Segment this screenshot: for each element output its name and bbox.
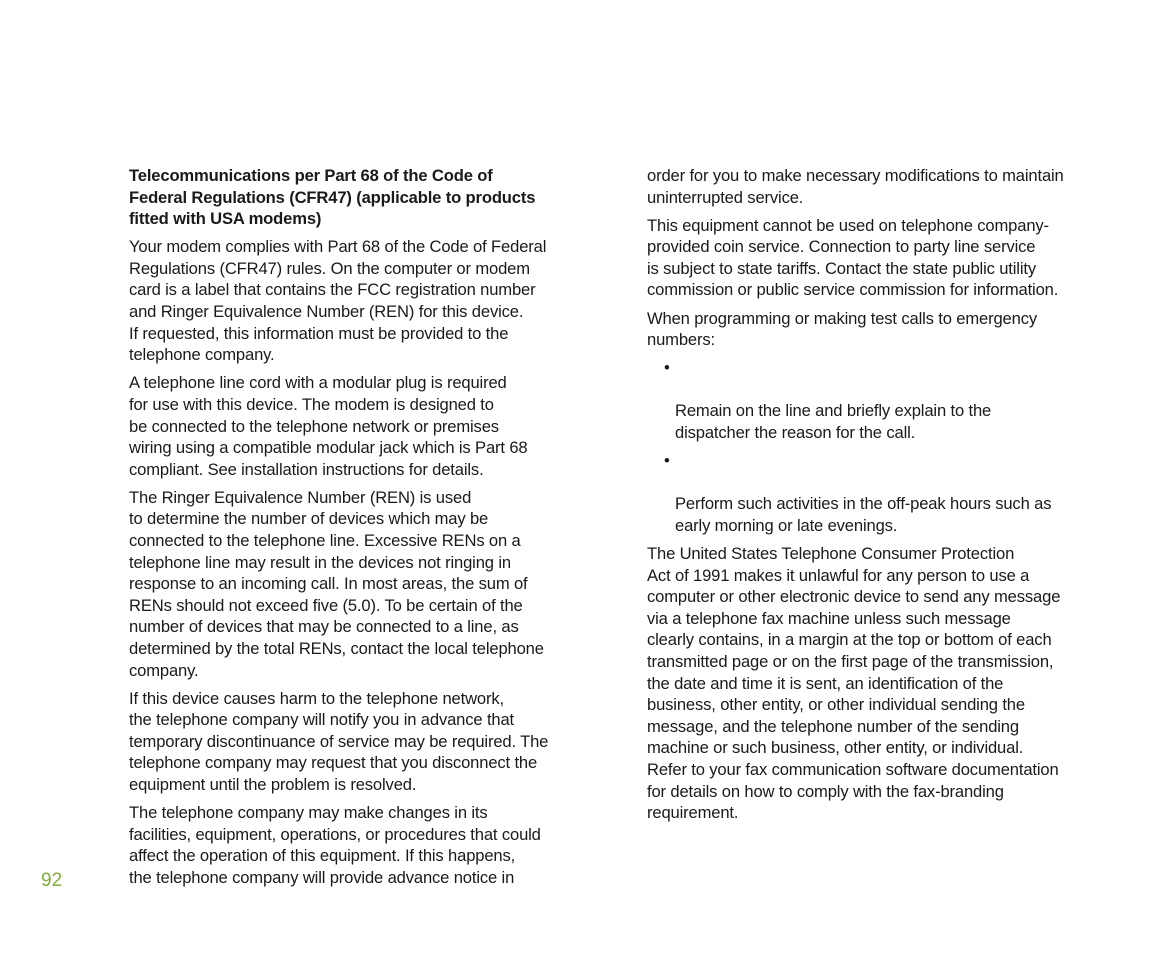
bullet-icon: • bbox=[664, 451, 670, 471]
paragraph-company-changes: The telephone company may make changes in its facilities, equipment, operations, or procedures that could affect the operation of this equipment. If this happens, the telephone company will provide advance notice in bbox=[129, 803, 541, 887]
paragraph-emergency-calls: When programming or making test calls to emergency numbers: bbox=[647, 308, 1037, 350]
paragraph-consumer-protection-act: The United States Telephone Consumer Protection Act of 1991 makes it unlawful for any person to use a computer or other electronic device to send any message via a telephone fax machine unless such message clearly contains, in a margin at the top or bottom of each transmitted page or on the first page of the transmission, the date and time it is sent, an identification of the business, other entity, or other individual sending the message, and the telephone number of the sending machine or such business, other entity, or individual. Refer to your fax communication software documentation for details on how to comply with the fax-branding requirement. bbox=[647, 544, 1061, 823]
paragraph-modem-compliance: Your modem complies with Part 68 of the Code of Federal Regulations (CFR47) rules. On the computer or modem card is a label that contains the FCC registration number and Ringer Equivalence Number (REN) for this device. If requested, this information must be provided to the telephone company. bbox=[129, 237, 547, 365]
emergency-bullet-list bbox=[647, 357, 1107, 536]
page-number: 92 bbox=[41, 870, 63, 891]
paragraph-line-cord: A telephone line cord with a modular plug is required for use with this device. The modem is designed to be connected to the telephone network or premises wiring using a compatible modular jack which is Part 68 compliant. See installation instructions for details. bbox=[129, 373, 528, 479]
list-item-text: Perform such activities in the off-peak hours such as early morning or late evenings. bbox=[675, 494, 1052, 535]
bullet-icon: • bbox=[664, 358, 670, 378]
list-item bbox=[647, 357, 1107, 443]
paragraph-continued-notice: order for you to make necessary modifications to maintain uninterrupted service. bbox=[647, 166, 1064, 207]
left-column bbox=[129, 165, 587, 895]
paragraph-network-harm: If this device causes harm to the telephone network, the telephone company will notify you in advance that temporary discontinuance of service may be required. The telephone company may request that you disconnect the equipment until the problem is resolved. bbox=[129, 688, 549, 795]
paragraph-coin-service: This equipment cannot be used on telephone company- provided coin service. Connection to party line service is subject to state tariffs. Contact the state public utility commission or public service commission for information. bbox=[647, 215, 1059, 300]
section-heading: Telecommunications per Part 68 of the Code of Federal Regulations (CFR47) (applicable to products fitted with USA modems) bbox=[129, 166, 536, 229]
paragraph-ren: The Ringer Equivalence Number (REN) is used to determine the number of devices which may be connected to the telephone line. Excessive RENs on a telephone line may result in the devices not ringing in response to an incoming call. In most areas, the sum of RENs should not exceed five (5.0). To be certain of the number of devices that may be connected to a line, as determined by the total RENs, contact the local telephone company. bbox=[129, 487, 544, 680]
right-column bbox=[647, 165, 1107, 830]
list-item bbox=[647, 450, 1107, 536]
list-item-text: Remain on the line and briefly explain to the dispatcher the reason for the call. bbox=[675, 401, 992, 443]
